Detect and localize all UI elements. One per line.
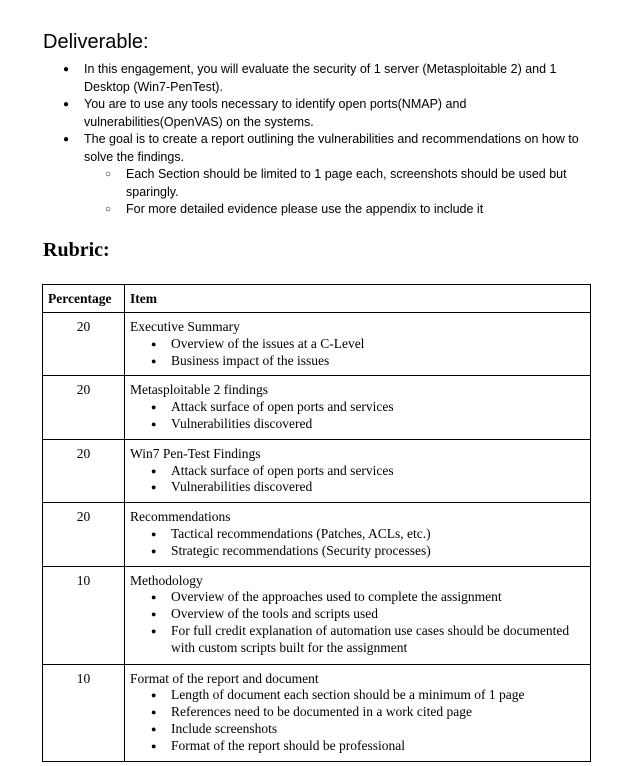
item-title: Methodology bbox=[130, 572, 203, 588]
percentage-cell: 20 bbox=[43, 313, 125, 376]
item-bullet: ● Include screenshots bbox=[171, 721, 586, 738]
item-bullet: ● Strategic recommendations (Security processes) bbox=[171, 543, 586, 560]
table-row bbox=[43, 566, 591, 664]
column-header-item: Item bbox=[125, 285, 591, 313]
item-bullets bbox=[130, 526, 586, 560]
item-title: Win7 Pen-Test Findings bbox=[130, 445, 261, 461]
item-cell bbox=[125, 566, 591, 664]
deliverable-sub-bullet: ○ Each Section should be limited to 1 page each, screenshots should be used but sparingly. bbox=[126, 166, 599, 201]
item-bullet: ● Business impact of the issues bbox=[171, 353, 586, 370]
percentage-cell: 20 bbox=[43, 503, 125, 566]
item-bullet: ● Length of document each section should be a minimum of 1 page bbox=[171, 687, 586, 704]
item-cell bbox=[125, 376, 591, 439]
item-bullet: ● Overview of the tools and scripts used bbox=[171, 606, 586, 623]
table-row bbox=[43, 313, 591, 376]
item-bullet: ● Vulnerabilities discovered bbox=[171, 416, 586, 433]
deliverable-bullet: ● You are to use any tools necessary to identify open ports(NMAP) and vulnerabilities(OpenVAS) on the systems. bbox=[84, 96, 599, 131]
item-bullets bbox=[130, 463, 586, 497]
item-bullet: ● Format of the report should be professional bbox=[171, 738, 586, 755]
item-title: Metasploitable 2 findings bbox=[130, 382, 268, 398]
item-cell bbox=[125, 313, 591, 376]
percentage-cell: 20 bbox=[43, 376, 125, 439]
item-bullet: ● Tactical recommendations (Patches, ACLs, etc.) bbox=[171, 526, 586, 543]
item-cell bbox=[125, 439, 591, 502]
item-cell bbox=[125, 664, 591, 761]
item-bullet: ● Overview of the approaches used to complete the assignment bbox=[171, 589, 586, 606]
deliverable-sub-bullet: ○ For more detailed evidence please use the appendix to include it bbox=[126, 201, 599, 219]
item-title: Recommendations bbox=[130, 509, 231, 525]
rubric-table bbox=[42, 284, 591, 762]
item-cell bbox=[125, 503, 591, 566]
percentage-cell: 10 bbox=[43, 566, 125, 664]
deliverable-list bbox=[84, 61, 599, 219]
table-row bbox=[43, 439, 591, 502]
item-bullets bbox=[130, 589, 586, 656]
deliverable-bullet: ● In this engagement, you will evaluate the security of 1 server (Metasploitable 2) and 1 Desktop (Win7-PenTest). bbox=[84, 61, 599, 96]
rubric-header-row bbox=[43, 285, 591, 313]
item-bullet: ● Attack surface of open ports and services bbox=[171, 399, 586, 416]
item-title: Format of the report and document bbox=[130, 670, 319, 686]
item-bullet: ● Overview of the issues at a C-Level bbox=[171, 336, 586, 353]
column-header-percentage: Percentage bbox=[43, 285, 125, 313]
item-bullet: ● References need to be documented in a work cited page bbox=[171, 704, 586, 721]
deliverable-heading: Deliverable: bbox=[43, 31, 149, 53]
item-bullets bbox=[130, 687, 586, 754]
deliverable-bullet-text: The goal is to create a report outlining the vulnerabilities and recommendations on how to solve the findings. bbox=[84, 132, 579, 164]
deliverable-sub-list bbox=[84, 166, 599, 219]
item-bullet: ● Attack surface of open ports and services bbox=[171, 463, 586, 480]
deliverable-bullet bbox=[84, 131, 599, 219]
item-bullets bbox=[130, 336, 586, 370]
table-row bbox=[43, 503, 591, 566]
item-bullets bbox=[130, 399, 586, 433]
percentage-cell: 10 bbox=[43, 664, 125, 761]
rubric-heading: Rubric: bbox=[43, 239, 110, 261]
table-row bbox=[43, 376, 591, 439]
item-title: Executive Summary bbox=[130, 319, 240, 334]
item-bullet: ● For full credit explanation of automation use cases should be documented with custom scripts built for the assignment bbox=[171, 623, 586, 657]
percentage-cell: 20 bbox=[43, 439, 125, 502]
item-bullet: ● Vulnerabilities discovered bbox=[171, 479, 586, 496]
table-row bbox=[43, 664, 591, 761]
